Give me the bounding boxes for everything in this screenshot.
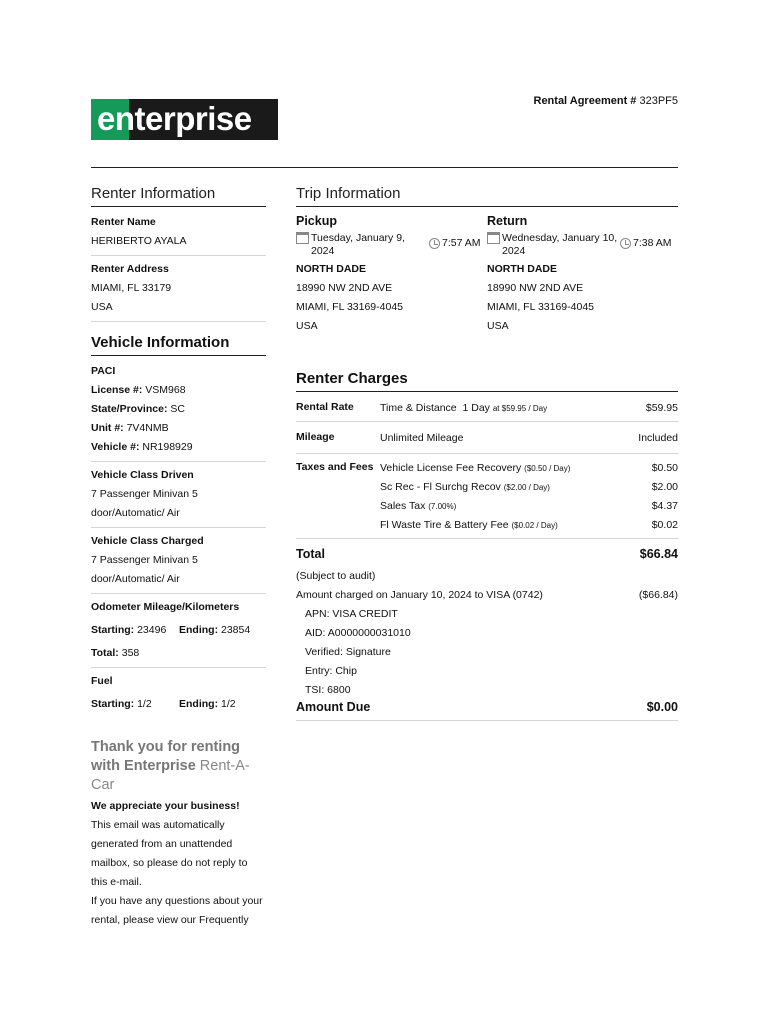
agreement-value: 323PF5: [639, 95, 678, 107]
fee-row: [380, 478, 678, 497]
mileage-label: Mileage: [296, 431, 335, 443]
rental-rate-amount: $59.95: [645, 402, 678, 414]
odo-end: [179, 621, 250, 640]
agreement-label: Rental Agreement #: [533, 95, 637, 107]
header-divider: [91, 167, 678, 168]
unit-value: 7V4NMB: [126, 422, 169, 434]
calendar-icon: [296, 232, 309, 244]
pickup-addr1: 18990 NW 2ND AVE: [296, 282, 393, 294]
odo-total-row: [91, 644, 266, 663]
left-column: [91, 185, 266, 930]
rental-rate-unit: at $59.95 / Day: [492, 404, 548, 413]
license-label: License #:: [91, 384, 143, 396]
thanks-line-a: Thank you for renting with: [91, 739, 241, 774]
fuel-start: [91, 695, 179, 714]
divider: [91, 593, 266, 594]
thank-you-section: [91, 738, 266, 930]
odo-start-label: Starting:: [91, 624, 135, 636]
fuel-row: [91, 695, 266, 714]
odo-start: [91, 621, 179, 640]
odometer-row: [91, 621, 266, 640]
divider: [91, 321, 266, 322]
return-addr3: USA: [487, 320, 509, 332]
amount-due-value: $0.00: [646, 700, 678, 714]
pickup-addr2: MIAMI, FL 33169-4045: [296, 301, 403, 313]
renter-address-line2: USA: [91, 301, 113, 313]
taxes-label: Taxes and Fees: [296, 461, 374, 473]
fuel-label: Fuel: [91, 675, 113, 687]
rental-rate-qty: 1 Day: [462, 402, 490, 414]
taxes-fees-row: [296, 454, 678, 539]
mileage-amount: Included: [638, 432, 678, 444]
trip-info-heading: Trip Information: [296, 185, 678, 207]
trip-section: [296, 185, 678, 336]
rental-rate-row: [296, 392, 678, 422]
calendar-icon: [487, 232, 500, 244]
odo-end-label: Ending:: [179, 624, 219, 636]
vehicle-no-row: [91, 438, 266, 457]
vehicle-no-label: Vehicle #:: [91, 441, 140, 453]
entry: Entry: Chip: [305, 665, 357, 677]
odometer-label: Odometer Mileage/Kilometers: [91, 601, 240, 613]
license-value: VSM968: [145, 384, 186, 396]
fee-amount: $0.50: [651, 462, 678, 474]
pickup-heading: Pickup: [296, 214, 337, 228]
appreciate-text: We appreciate your business!: [91, 800, 240, 812]
fee-row: [380, 459, 678, 478]
fee-rate: ($0.50 / Day): [524, 464, 571, 473]
fee-row: [380, 516, 678, 535]
fee-desc: Vehicle License Fee Recovery: [380, 462, 522, 474]
pickup-column: [296, 213, 487, 336]
aid: AID: A0000000031010: [305, 627, 411, 639]
clock-icon: [620, 238, 631, 249]
return-addr2: MIAMI, FL 33169-4045: [487, 301, 594, 313]
unit-label: Unit #:: [91, 422, 124, 434]
thanks-line-b: Rent-A-Car: [91, 758, 250, 793]
fee-rate: ($2.00 / Day): [503, 483, 550, 492]
fee-amount: $0.02: [651, 519, 678, 531]
return-datetime: [487, 232, 678, 258]
unit-row: [91, 419, 266, 438]
license-row: [91, 381, 266, 400]
enterprise-logo: [91, 99, 278, 140]
return-addr1: 18990 NW 2ND AVE: [487, 282, 584, 294]
renter-name-label: Renter Name: [91, 216, 156, 228]
vehicle-model: PACI: [91, 365, 116, 377]
renter-charges-heading: Renter Charges: [296, 370, 678, 392]
fuel-start-label: Starting:: [91, 698, 135, 710]
divider: [91, 255, 266, 256]
logo-wordmark: enterprise: [97, 100, 252, 137]
clock-icon: [429, 238, 440, 249]
state-label: State/Province:: [91, 403, 168, 415]
divider: [91, 461, 266, 462]
mileage-row: [296, 422, 678, 454]
rental-agreement-number: [460, 95, 678, 107]
rental-rate-label: Rental Rate: [296, 401, 354, 413]
odo-start-value: 23496: [137, 624, 167, 636]
odo-total-value: 358: [121, 647, 140, 659]
fee-amount: $4.37: [651, 500, 678, 512]
audit-note: (Subject to audit): [296, 570, 376, 582]
pickup-time: 7:57 AM: [442, 237, 481, 249]
state-value: SC: [170, 403, 185, 415]
apn: APN: VISA CREDIT: [305, 608, 398, 620]
odo-end-value: 23854: [221, 624, 251, 636]
auto-email-text: This email was automatically generated from an unattended mailbox, so please do not reply to this e-mail.: [91, 819, 248, 888]
thank-you-heading: [91, 738, 266, 795]
class-charged-value: 7 Passenger Minivan 5 door/Automatic/ Air: [91, 554, 198, 585]
fuel-end: [179, 695, 236, 714]
odo-total-label: Total:: [91, 647, 119, 659]
charged-row: [296, 586, 678, 605]
charged-amount: ($66.84): [638, 589, 678, 601]
divider: [91, 667, 266, 668]
questions-text: If you have any questions about your rental, please view our Frequently: [91, 895, 263, 926]
fuel-end-value: 1/2: [221, 698, 236, 710]
rental-rate-desc: Time & Distance: [380, 402, 457, 414]
fee-desc: Sc Rec - Fl Surchg Recov: [380, 481, 501, 493]
renter-address-line1: MIAMI, FL 33179: [91, 282, 172, 294]
thanks-brand: Enterprise: [124, 758, 196, 774]
return-heading: Return: [487, 214, 528, 228]
vehicle-no-value: NR198929: [142, 441, 193, 453]
fee-desc: Fl Waste Tire & Battery Fee: [380, 519, 509, 531]
renter-name: HERIBERTO AYALA: [91, 235, 187, 247]
fuel-end-label: Ending:: [179, 698, 219, 710]
amount-due-label: Amount Due: [296, 700, 371, 714]
vehicle-info-heading: Vehicle Information: [91, 334, 266, 356]
mileage-desc: Unlimited Mileage: [380, 432, 464, 444]
divider: [91, 527, 266, 528]
return-time: 7:38 AM: [633, 237, 672, 249]
class-charged-label: Vehicle Class Charged: [91, 535, 204, 547]
class-driven-label: Vehicle Class Driven: [91, 469, 194, 481]
return-branch: NORTH DADE: [487, 263, 557, 275]
class-driven-value: 7 Passenger Minivan 5 door/Automatic/ Air: [91, 488, 198, 519]
total-row: [296, 539, 678, 567]
renter-info-heading: Renter Information: [91, 185, 266, 207]
fee-rate: ($0.02 / Day): [511, 521, 558, 530]
verified: Verified: Signature: [305, 646, 391, 658]
tsi: TSI: 6800: [305, 684, 351, 696]
total-label: Total: [296, 547, 325, 561]
renter-address-label: Renter Address: [91, 263, 169, 275]
fee-rate: (7.00%): [428, 502, 457, 511]
state-row: [91, 400, 266, 419]
pickup-date: Tuesday, January 9, 2024: [311, 232, 405, 257]
return-date: Wednesday, January 10, 2024: [502, 232, 618, 257]
pickup-addr3: USA: [296, 320, 318, 332]
fuel-start-value: 1/2: [137, 698, 152, 710]
fee-desc: Sales Tax: [380, 500, 426, 512]
fee-amount: $2.00: [651, 481, 678, 493]
return-column: [487, 213, 678, 336]
pickup-datetime: [296, 232, 487, 258]
fee-row: [380, 497, 678, 516]
total-amount: $66.84: [639, 547, 678, 561]
charged-text: Amount charged on January 10, 2024 to VISA (0742): [296, 589, 543, 601]
renter-charges-section: [296, 370, 678, 721]
amount-due-row: [296, 700, 678, 721]
pickup-branch: NORTH DADE: [296, 263, 366, 275]
